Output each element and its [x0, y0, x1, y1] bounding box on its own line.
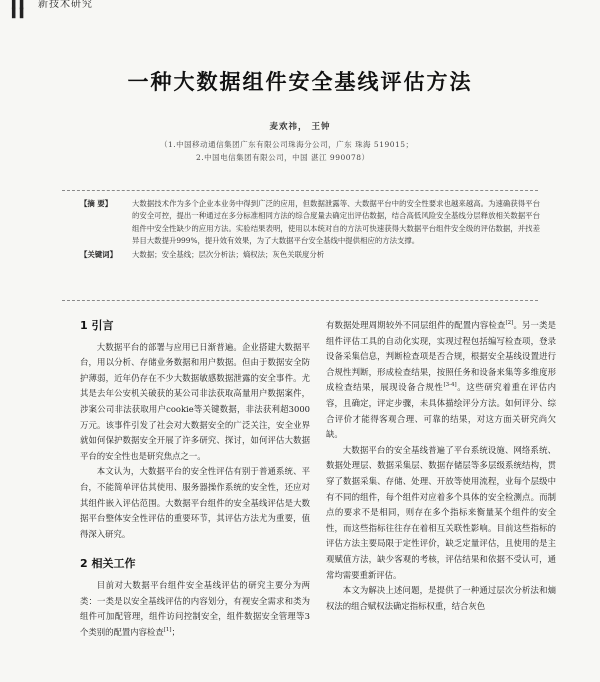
keywords-label: 【关键词】	[80, 249, 117, 259]
journal-header	[0, 0, 600, 19]
abstract-text: 大数据技术作为多个企业本业务中得到广泛的应用，但数据泄露等、大数据平台中的安全性要求也越来越高。为速确获得平台的安全可控，提出一种通过在多分标准相同方法的综合度量去确定出评估数据，结合高低风险安全基线分层释放相关数据平台组件中安全性缺少的应用方法。实验结果表明，使用以本统对自的方法可快速获得大数据平台组件安全级的评估数据，并找差异目大数提升999%，提升效有效果，为了大数据平台安全基线中提供相应的方法支撑。	[132, 199, 540, 246]
abstract-block	[80, 198, 540, 261]
right-column	[326, 318, 556, 614]
right-paragraph-1-text: 有数据处理周期较外不同层组件的配置内容检查	[326, 320, 506, 330]
abstract-row	[80, 198, 540, 248]
section-heading-related: 2 相关工作	[80, 557, 136, 571]
journal-section-label: 新技术研究	[38, 0, 93, 10]
intro-paragraph-2: 本文认为，大数据平台的安全性评估有别于普通系统、平台，不能简单评估其使用、服务器操作系统的安全性，还应对其组件嵌入评估范围。大数据平台组件的安全基线评估是大数据平台整体安全性评估的重要环节，其评估方法尤为重要，值得深入研究。	[80, 466, 310, 539]
intro-paragraph-1: 大数据平台的部署与应用已日渐普遍。企业搭建大数据平台，用以分析、存储业务数据和用户数据。但由于数据安全防护薄弱，近年仍存在不少大数据敏感数据泄露的安全事件。尤其是去年公安机关破获的某公司非法获取高量用户数据案件，涉案公司非法获取用户cookie等关键数据，非法获利超3000万元。该事件引发了社会对大数据安全的广泛关注，安全业界就如何保护数据安全开展了许多研究、探讨，如何评估大数据平台的安全性也是研究焦点之一。	[80, 341, 310, 461]
right-paragraph-2-text: 。另一类是组件评估工具的自动化实现，实现过程包括编写检查项，登录设备采集信息，判断检查项是否合规，根据安全基线设置进行合规性判断，形成检查结果，按照任务和设备来集等多维度形成检查结果，展现设备合规性	[326, 320, 557, 393]
right-paragraph-4: 本文为解决上述问题，是提供了一种通过层次分析法和熵权法的组合赋权法确定指标权重，结合灰色	[326, 585, 556, 611]
citation-ref: [3-4]	[443, 382, 457, 389]
left-column	[80, 318, 310, 640]
citation-ref: [1]	[163, 626, 172, 633]
abstract-label: 【摘 要】	[80, 199, 113, 208]
citation-ref: [2]	[505, 320, 514, 327]
divider-bottom	[62, 300, 538, 301]
affiliation-line: （1.中国移动通信集团广东有限公司珠海分公司，广东 珠海 519015；	[160, 140, 414, 149]
affiliation-line: 2.中国电信集团有限公司，中国 湛江 990078）	[196, 153, 370, 162]
article-title: 一种大数据组件安全基线评估方法	[127, 70, 473, 94]
right-paragraph-3: 大数据平台的安全基线普遍了平台系统设施、网络系统、数据处理层、数据采集层、数据存储层等多层级系统结构，贯穿了数据采集、存储、处理、开放等使用流程，业每个层级中有不同的组件，每个组件对应着多个具体的安全检测点。而制点的要求不是相同，则存在多个指标来衡量某个组件的安全性，而这些指标往往存在着相互关联性影响。目前这些指标的评估方法主要局限于定性评价，缺乏定量评估，且使用的是主观赋值方法，缺少客观的考核，评估结果和依据不受认可，通常均需要重新评估。	[326, 444, 556, 580]
keywords-row	[80, 249, 540, 261]
section-heading-intro: 1 引言	[80, 319, 114, 332]
right-paragraph-1	[326, 318, 556, 443]
keywords-text: 大数据；安全基线；层次分析法；熵权法；灰色关联度分析	[132, 249, 325, 259]
author-list: 麦欢祎， 王钟	[269, 122, 331, 132]
journal-logo-icon: ▌▌ ▌▌	[12, 0, 28, 19]
related-paragraph-1: 目前对大数据平台组件安全基线评估的研究主要分为两类：一类是以安全基线评估的内容划分，有视安全需求和类为组件可加配管理，组件访问控制安全，组件数据安全管理等3个类别的配置内容检查[1]；	[80, 579, 310, 637]
right-paragraph-2-tail: 。这些研究着重在评估内容，且确定，评定步骤，未具体描绘评分方法。如何评分、综合评价才能得客观合理、可靠的结果，对这方面关研究尚欠缺。	[326, 382, 557, 440]
related-paragraph-1-text: 目前对大数据平台组件安全基线评估的研究主要分为两类：一类是以安全基线评估的内容划分，有视安全需求和类为组件可加配管理，组件访问控制安全，组件数据安全管理等3个类别的配置内容检查	[80, 579, 310, 637]
divider-top	[62, 190, 538, 191]
affiliations	[160, 138, 460, 164]
